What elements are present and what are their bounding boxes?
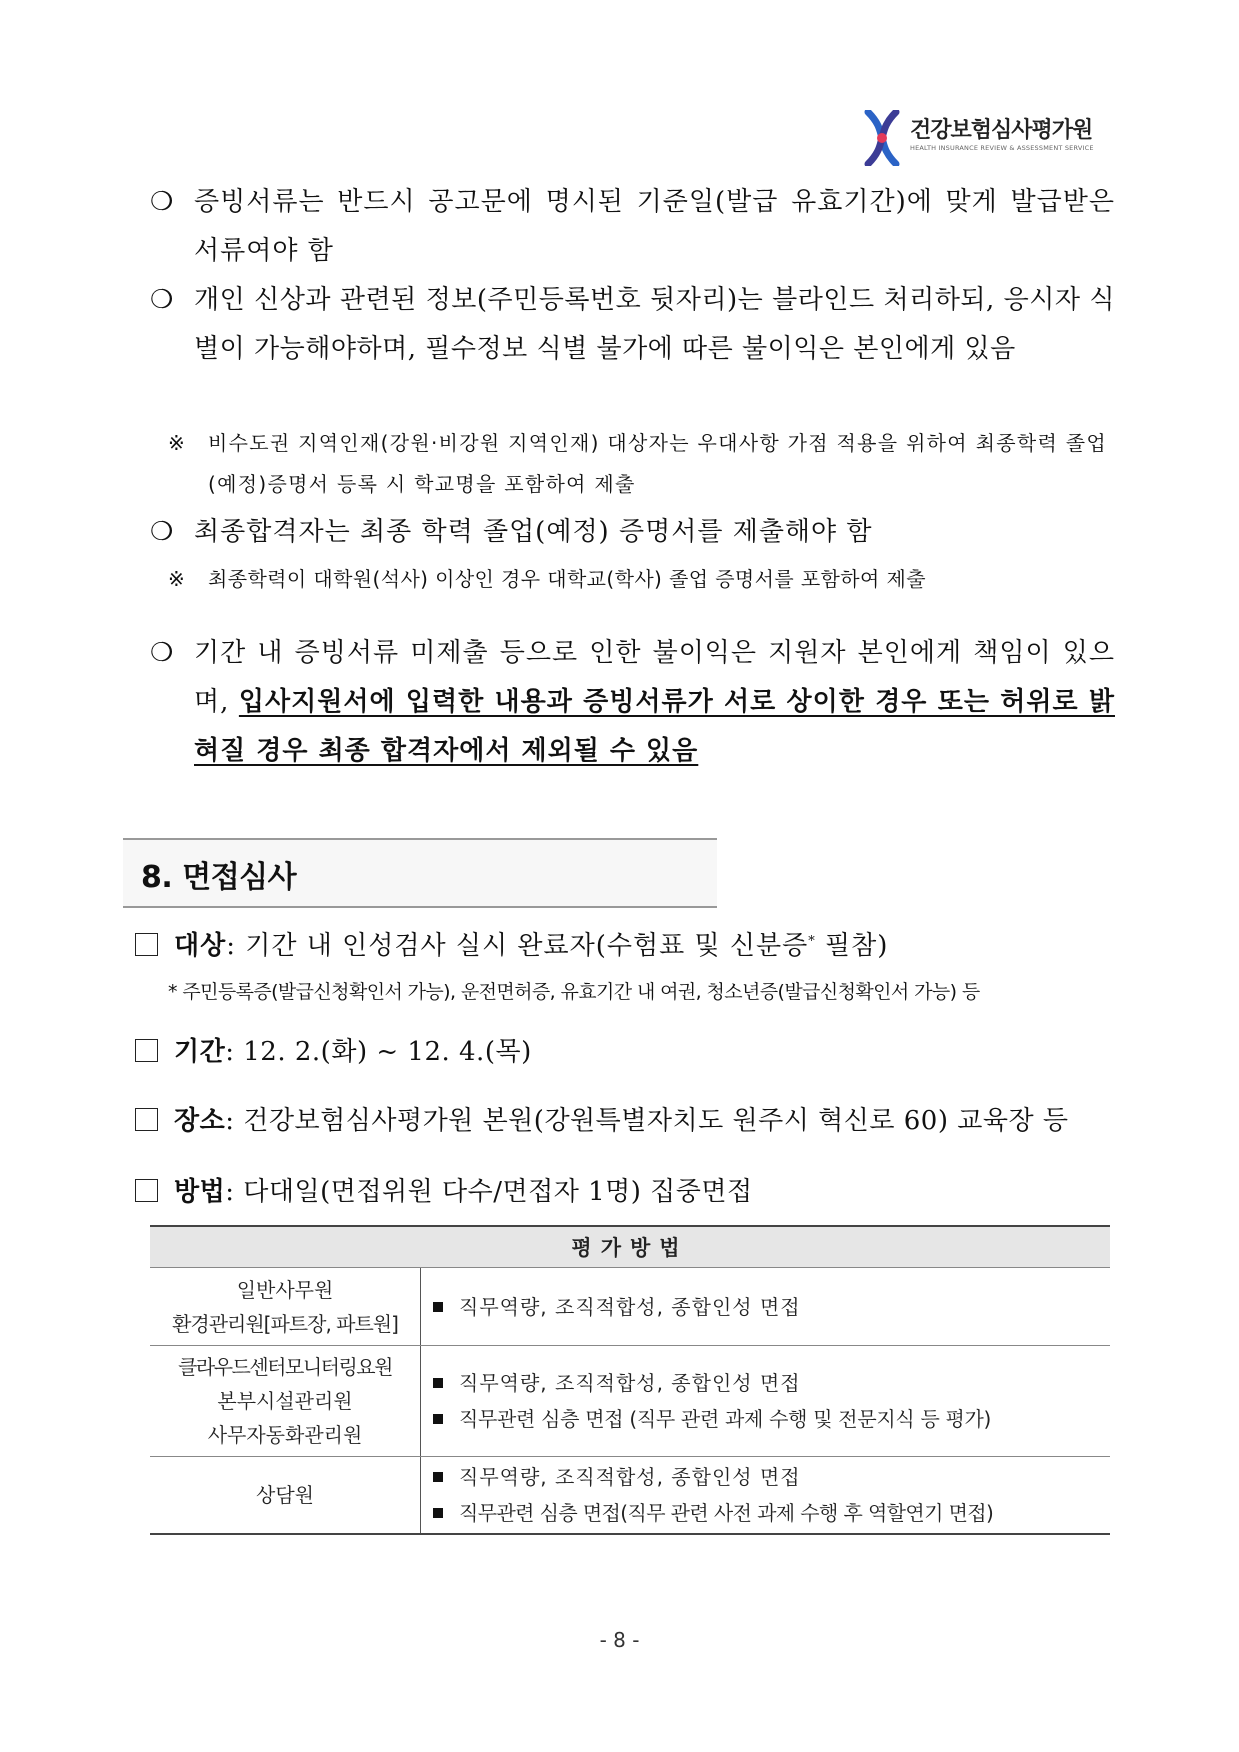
item-label: 장소 bbox=[174, 1106, 226, 1136]
table-row bbox=[150, 1268, 1110, 1346]
item-label: 대상 bbox=[174, 931, 227, 961]
method-cell bbox=[421, 1268, 1111, 1346]
method-item: 직무역량, 조직적합성, 종합인성 면접 bbox=[459, 1465, 801, 1489]
method-item: 직무관련 심층 면접 (직무 관련 과제 수행 및 전문지식 등 평가) bbox=[459, 1407, 992, 1431]
role-line: 환경관리원[파트장, 파트원] bbox=[172, 1311, 398, 1336]
table-row bbox=[150, 1346, 1110, 1457]
square-bullet-icon bbox=[433, 1508, 443, 1518]
square-bullet-icon bbox=[433, 1414, 443, 1424]
checkbox-square-icon bbox=[135, 1108, 158, 1131]
item-text: : 다대일(면접위원 다수/면접자 1명) 집중면접 bbox=[225, 1177, 753, 1207]
bullet-text: 증빙서류는 반드시 공고문에 명시된 기준일(발급 유효기간)에 맞게 발급받은 서류여야 함 bbox=[194, 187, 1115, 266]
method-cell bbox=[421, 1457, 1111, 1535]
checkbox-square-icon bbox=[135, 1179, 158, 1202]
role-cell bbox=[150, 1346, 421, 1457]
section-title: 8. 면접심사 bbox=[141, 860, 297, 895]
item-text: : 건강보험심사평가원 본원(강원특별자치도 원주시 혁신로 60) 교육장 등 bbox=[225, 1106, 1069, 1136]
role-line: 사무자동화관리원 bbox=[207, 1423, 363, 1447]
bullet-final-certificate bbox=[150, 508, 1115, 557]
bullet-text: 기간 내 증빙서류 미제출 등으로 인한 불이익은 지원자 본인에게 책임이 있으며, bbox=[194, 638, 1115, 717]
checkbox-square-icon bbox=[135, 933, 158, 956]
method-item: 직무역량, 조직적합성, 종합인성 면접 bbox=[459, 1294, 801, 1319]
item-text: : 12. 2.(화) ~ 12. 4.(목) bbox=[225, 1037, 532, 1067]
item-place bbox=[135, 1101, 1068, 1141]
method-item: 직무역량, 조직적합성, 종합인성 면접 bbox=[459, 1371, 801, 1395]
note-regional-talent bbox=[168, 423, 1118, 505]
item-text-after: 필참) bbox=[815, 931, 889, 961]
role-line: 상담원 bbox=[256, 1483, 314, 1507]
circle-bullet-icon: ❍ bbox=[150, 517, 175, 547]
item-period bbox=[135, 1032, 532, 1072]
role-line: 본부시설관리원 bbox=[217, 1389, 353, 1413]
method-cell bbox=[421, 1346, 1111, 1457]
org-name: 건강보험심사평가원 bbox=[910, 118, 1093, 143]
item-method bbox=[135, 1172, 753, 1212]
method-item: 직무관련 심층 면접(직무 관련 사전 과제 수행 후 역할연기 면접) bbox=[459, 1501, 994, 1525]
target-footnote: * 주민등록증(발급신청확인서 가능), 운전면허증, 유효기간 내 여권, 청소년증(발급신청확인서 가능) 등 bbox=[168, 981, 980, 1003]
bullet-emphasis-text: 입사지원서에 입력한 내용과 증빙서류가 서로 상이한 경우 또는 허위로 밝혀질 경우 최종 합격자에서 제외될 수 있음 bbox=[194, 687, 1115, 766]
bullet-responsibility bbox=[150, 629, 1115, 776]
item-target bbox=[135, 926, 888, 966]
role-cell bbox=[150, 1268, 421, 1346]
note-text: 비수도권 지역인재(강원·비강원 지역인재) 대상자는 우대사항 가점 적용을 위하여 최종학력 졸업(예정)증명서 등록 시 학교명을 포함하여 제출 bbox=[208, 431, 1107, 496]
footnote-mark: * bbox=[808, 934, 816, 949]
bullet-blind-processing bbox=[150, 276, 1115, 374]
page-number: - 8 - bbox=[599, 1628, 640, 1652]
role-line: 클라우드센터모니터링요원 bbox=[178, 1355, 392, 1379]
square-bullet-icon bbox=[433, 1378, 443, 1388]
role-cell bbox=[150, 1457, 421, 1535]
section-heading-box bbox=[123, 838, 717, 908]
bullet-text: 최종합격자는 최종 학력 졸업(예정) 증명서를 제출해야 함 bbox=[194, 517, 873, 547]
table-header: 평가방법 bbox=[150, 1226, 1110, 1268]
org-subtitle: HEALTH INSURANCE REVIEW & ASSESSMENT SERVICE bbox=[910, 144, 1094, 152]
note-graduate-school bbox=[168, 559, 1118, 600]
item-label: 방법 bbox=[174, 1177, 226, 1207]
square-bullet-icon bbox=[433, 1302, 443, 1312]
bullet-documents-validity bbox=[150, 178, 1115, 276]
role-line: 일반사무원 bbox=[236, 1277, 334, 1302]
note-text: 최종학력이 대학원(석사) 이상인 경우 대학교(학사) 졸업 증명서를 포함하여 제출 bbox=[208, 567, 926, 591]
org-logo bbox=[862, 110, 1102, 160]
circle-bullet-icon: ❍ bbox=[150, 638, 175, 668]
circle-bullet-icon: ❍ bbox=[150, 187, 175, 217]
reference-mark-icon: ※ bbox=[168, 431, 187, 455]
evaluation-method-table bbox=[150, 1225, 1110, 1535]
bullet-text: 개인 신상과 관련된 정보(주민등록번호 뒷자리)는 블라인드 처리하되, 응시자 식별이 가능해야하며, 필수정보 식별 불가에 따른 불이익은 본인에게 있음 bbox=[194, 285, 1115, 364]
circle-bullet-icon: ❍ bbox=[150, 285, 174, 315]
square-bullet-icon bbox=[433, 1472, 443, 1482]
table-row bbox=[150, 1457, 1110, 1535]
item-label: 기간 bbox=[174, 1037, 226, 1067]
reference-mark-icon: ※ bbox=[168, 567, 186, 591]
checkbox-square-icon bbox=[135, 1039, 158, 1062]
item-text: : 기간 내 인성검사 실시 완료자(수험표 및 신분증 bbox=[226, 931, 809, 961]
logo-mark-icon bbox=[862, 110, 902, 166]
